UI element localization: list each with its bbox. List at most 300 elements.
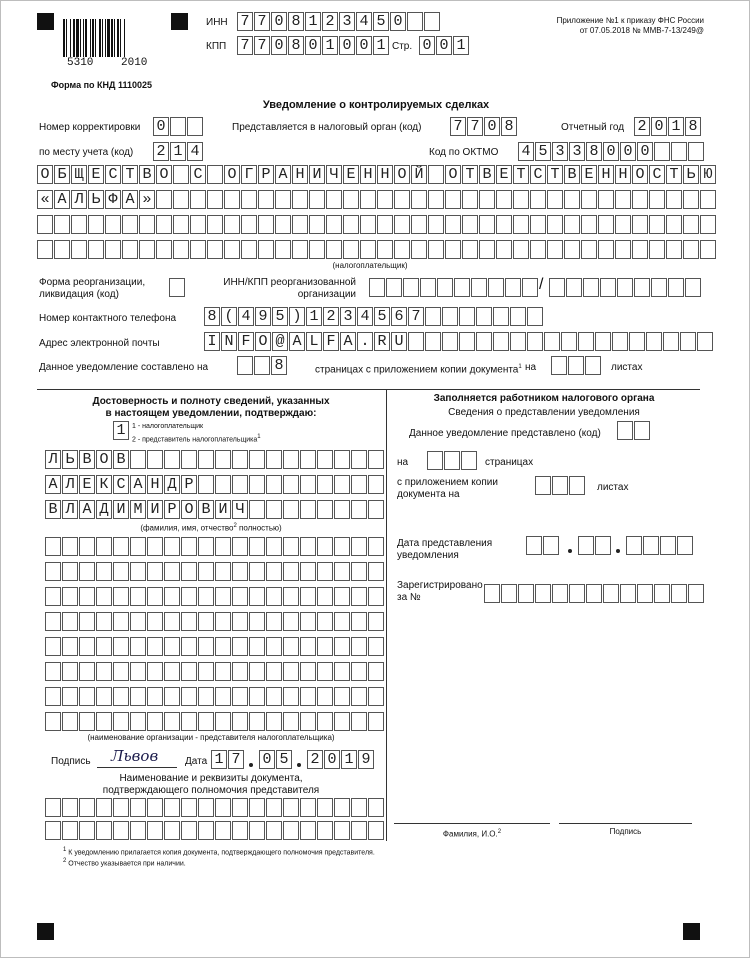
char-cell [45, 587, 61, 606]
char-cell [164, 687, 180, 706]
char-cell [79, 537, 95, 556]
registration-marker [171, 13, 188, 30]
char-cell [147, 687, 163, 706]
barcode-bar [105, 19, 106, 57]
char-cell [45, 537, 61, 556]
char-cell [232, 662, 248, 681]
char-cell [505, 278, 521, 297]
char-cell: 5 [535, 142, 551, 161]
char-cell: О [394, 165, 410, 184]
char-cell [181, 562, 197, 581]
char-cell [697, 332, 713, 351]
rep-org-line-4[interactable] [45, 612, 385, 631]
char-cell [292, 240, 308, 259]
char-cell [334, 500, 350, 519]
org-name-line-2[interactable] [37, 190, 717, 209]
char-cell: 7 [237, 12, 253, 31]
char-cell [326, 190, 342, 209]
rep-org-line-8[interactable] [45, 712, 385, 731]
rep-org-line-6[interactable] [45, 662, 385, 681]
char-cell [232, 587, 248, 606]
char-cell [317, 712, 333, 731]
char-cell [668, 278, 684, 297]
char-cell: 5 [373, 12, 389, 31]
char-cell: A [289, 332, 305, 351]
correction-field[interactable] [153, 117, 204, 136]
char-cell: Т [666, 165, 682, 184]
char-cell [615, 240, 631, 259]
char-cell [544, 332, 560, 351]
char-cell [530, 190, 546, 209]
char-cell: 1 [305, 12, 321, 31]
char-cell [552, 476, 568, 495]
char-cell: 0 [153, 117, 169, 136]
char-cell [317, 637, 333, 656]
char-cell [283, 500, 299, 519]
char-cell [334, 587, 350, 606]
char-cell [130, 637, 146, 656]
char-cell: И [147, 500, 163, 519]
char-cell: R [374, 332, 390, 351]
phone-field[interactable] [204, 307, 544, 326]
date-day-field[interactable] [211, 750, 245, 769]
kpp-label: КПП [206, 41, 227, 52]
office-date-month-field[interactable] [578, 536, 612, 555]
char-cell [283, 450, 299, 469]
char-cell: Н [292, 165, 308, 184]
char-cell [96, 662, 112, 681]
char-cell: 1 [170, 142, 186, 161]
footnote-1-mark: 1 [63, 847, 67, 853]
reorg-kpp-field[interactable] [549, 278, 702, 297]
rep-org-line-5[interactable] [45, 637, 385, 656]
char-cell [215, 450, 231, 469]
char-cell [88, 215, 104, 234]
barcode-bar [120, 19, 121, 57]
char-cell [351, 475, 367, 494]
appendix-line-2: от 07.05.2018 № ММВ-7-13/249@ [579, 26, 704, 35]
char-cell [649, 215, 665, 234]
char-cell [283, 821, 299, 840]
char-cell [660, 536, 676, 555]
doc-line-1[interactable] [45, 798, 385, 817]
char-cell: Л [71, 190, 87, 209]
barcode-bar [73, 19, 75, 57]
fio-caption-tail: полностью) [236, 523, 282, 533]
char-cell: А [275, 165, 291, 184]
char-cell [173, 215, 189, 234]
char-cell [156, 190, 172, 209]
tax-office-field[interactable] [450, 117, 518, 136]
char-cell [258, 240, 274, 259]
char-cell [663, 332, 679, 351]
char-cell: F [323, 332, 339, 351]
char-cell [96, 687, 112, 706]
registration-marker [683, 923, 700, 940]
char-cell [351, 798, 367, 817]
char-cell [317, 587, 333, 606]
char-cell: 4 [518, 142, 534, 161]
page-number-field[interactable] [419, 36, 470, 55]
char-cell [334, 450, 350, 469]
char-cell [351, 562, 367, 581]
char-cell [62, 537, 78, 556]
char-cell [96, 612, 112, 631]
char-cell: 2 [307, 750, 323, 769]
barcode-bar [66, 19, 67, 57]
char-cell [241, 240, 257, 259]
char-cell: 2 [322, 12, 338, 31]
surname-field[interactable] [45, 450, 385, 469]
char-cell [411, 190, 427, 209]
char-cell [181, 637, 197, 656]
date-month-field[interactable] [259, 750, 293, 769]
char-cell [561, 332, 577, 351]
char-cell [147, 612, 163, 631]
char-cell [700, 240, 716, 259]
char-cell [581, 215, 597, 234]
char-cell [462, 215, 478, 234]
rep-org-line-2[interactable] [45, 562, 385, 581]
char-cell [207, 190, 223, 209]
char-cell [198, 587, 214, 606]
char-cell [283, 475, 299, 494]
char-cell [513, 190, 529, 209]
office-info-label: Сведения о представлении уведомления [448, 407, 640, 418]
char-cell [368, 798, 384, 817]
char-cell [493, 307, 509, 326]
char-cell: 0 [620, 142, 636, 161]
char-cell [130, 798, 146, 817]
org-name-line-4[interactable] [37, 240, 717, 259]
date-separator [297, 763, 301, 767]
char-cell [317, 821, 333, 840]
char-cell [326, 240, 342, 259]
char-cell: Н [147, 475, 163, 494]
char-cell [164, 821, 180, 840]
char-cell [181, 587, 197, 606]
date-year-field[interactable] [307, 750, 375, 769]
char-cell [232, 798, 248, 817]
char-cell [368, 712, 384, 731]
char-cell: « [37, 190, 53, 209]
char-cell: А [122, 190, 138, 209]
char-cell: 4 [357, 307, 373, 326]
char-cell [198, 537, 214, 556]
char-cell [394, 240, 410, 259]
sheets-label: листах [611, 362, 643, 373]
year-field[interactable] [634, 117, 702, 136]
char-cell [232, 612, 248, 631]
char-cell [113, 662, 129, 681]
rep-org-line-3[interactable] [45, 587, 385, 606]
doc-line-2[interactable] [45, 821, 385, 840]
footnote-1-ref: 1 [257, 434, 261, 440]
char-cell [552, 584, 568, 603]
char-cell [232, 562, 248, 581]
char-cell [113, 637, 129, 656]
char-cell [266, 500, 282, 519]
office-pages-field[interactable] [427, 451, 478, 470]
char-cell [535, 476, 551, 495]
reorg-inn-field[interactable] [369, 278, 539, 297]
office-sheets-field[interactable] [535, 476, 586, 495]
char-cell: Н [598, 165, 614, 184]
char-cell [45, 798, 61, 817]
char-cell [62, 821, 78, 840]
char-cell: Р [181, 475, 197, 494]
char-cell [360, 215, 376, 234]
char-cell [445, 215, 461, 234]
char-cell: 7 [254, 12, 270, 31]
char-cell: 0 [436, 36, 452, 55]
char-cell: И [309, 165, 325, 184]
place-field[interactable] [153, 142, 204, 161]
char-cell [181, 798, 197, 817]
char-cell [266, 687, 282, 706]
char-cell [147, 798, 163, 817]
char-cell [62, 712, 78, 731]
char-cell [249, 687, 265, 706]
char-cell [300, 637, 316, 656]
char-cell [527, 307, 543, 326]
char-cell: В [564, 165, 580, 184]
signer-type-field[interactable] [113, 421, 130, 440]
char-cell: N [221, 332, 237, 351]
reorg-inn-label-line-2: организации [297, 289, 356, 300]
char-cell [249, 562, 265, 581]
office-date-day-field[interactable] [526, 536, 560, 555]
footnote-2 [63, 857, 186, 868]
char-cell [71, 240, 87, 259]
char-cell [215, 662, 231, 681]
char-cell [334, 798, 350, 817]
footnote-1-text: К уведомлению прилагается копия документа, подтверждающего полномочия представителя. [68, 849, 375, 857]
char-cell [96, 587, 112, 606]
registered-label-line-1: Зарегистрировано [397, 580, 483, 591]
char-cell [79, 587, 95, 606]
barcode-bar [95, 19, 96, 57]
char-cell: О [181, 500, 197, 519]
char-cell [215, 562, 231, 581]
char-cell [700, 190, 716, 209]
char-cell [496, 215, 512, 234]
char-cell: 1 [373, 36, 389, 55]
char-cell [258, 215, 274, 234]
char-cell [530, 240, 546, 259]
char-cell [198, 662, 214, 681]
char-cell [275, 190, 291, 209]
char-cell [156, 215, 172, 234]
reorg-label-line-1: Форма реорганизации, [39, 277, 146, 288]
char-cell [147, 450, 163, 469]
char-cell [241, 215, 257, 234]
barcode-bar [99, 19, 101, 57]
char-cell [586, 584, 602, 603]
char-cell [173, 190, 189, 209]
char-cell: 1 [453, 36, 469, 55]
char-cell [292, 215, 308, 234]
char-cell: 0 [324, 750, 340, 769]
char-cell: 0 [259, 750, 275, 769]
office-date-year-field[interactable] [626, 536, 694, 555]
patronymic-field[interactable] [45, 500, 385, 519]
char-cell: 3 [552, 142, 568, 161]
char-cell [88, 240, 104, 259]
char-cell: 6 [391, 307, 407, 326]
char-cell [632, 240, 648, 259]
char-cell: Ф [105, 190, 121, 209]
char-cell: 5 [374, 307, 390, 326]
char-cell: Ч [326, 165, 342, 184]
char-cell: Г [241, 165, 257, 184]
date-separator [568, 549, 572, 553]
char-cell [351, 637, 367, 656]
char-cell [45, 637, 61, 656]
char-cell [283, 587, 299, 606]
char-cell [283, 637, 299, 656]
barcode-bar [85, 19, 87, 57]
char-cell [654, 142, 670, 161]
char-cell: 7 [408, 307, 424, 326]
office-on-label: на [397, 457, 409, 468]
char-cell: Ь [683, 165, 699, 184]
char-cell [249, 450, 265, 469]
office-copy-label-line-2: документа на [397, 489, 460, 500]
char-cell [479, 190, 495, 209]
presented-code-field[interactable] [617, 421, 651, 440]
pages-label: Данное уведомление составлено на [39, 362, 209, 373]
barcode-bar [76, 19, 79, 57]
email-field[interactable] [204, 332, 714, 351]
barcode-bar [111, 19, 113, 57]
char-cell [300, 798, 316, 817]
char-cell: 0 [339, 36, 355, 55]
first-name-field[interactable] [45, 475, 385, 494]
footnote-2-ref: 2 [497, 829, 502, 835]
char-cell [113, 537, 129, 556]
char-cell: М [130, 500, 146, 519]
barcode-left-digits: 5310 [67, 57, 94, 69]
char-cell [425, 332, 441, 351]
char-cell [368, 500, 384, 519]
char-cell [45, 712, 61, 731]
char-cell [62, 687, 78, 706]
char-cell [130, 587, 146, 606]
signer-option-2 [132, 433, 261, 444]
char-cell [317, 612, 333, 631]
char-cell: Р [164, 500, 180, 519]
char-cell: 0 [356, 36, 372, 55]
sheets-count-field[interactable] [551, 356, 602, 375]
char-cell [549, 278, 565, 297]
char-cell [79, 687, 95, 706]
char-cell: @ [272, 332, 288, 351]
reorg-code-field[interactable] [169, 278, 186, 297]
char-cell [275, 215, 291, 234]
char-cell [420, 278, 436, 297]
char-cell [377, 190, 393, 209]
char-cell [425, 307, 441, 326]
char-cell [300, 475, 316, 494]
char-cell [173, 165, 189, 184]
char-cell [113, 821, 129, 840]
fio-caption [37, 521, 385, 534]
char-cell: 8 [501, 117, 517, 136]
char-cell [427, 451, 443, 470]
rep-org-line-7[interactable] [45, 687, 385, 706]
char-cell [45, 562, 61, 581]
char-cell [569, 584, 585, 603]
signature: Львов [111, 747, 159, 765]
org-name-line-3[interactable] [37, 215, 717, 234]
date-separator [249, 763, 253, 767]
inn-field[interactable] [237, 12, 441, 31]
char-cell [600, 278, 616, 297]
char-cell [300, 612, 316, 631]
char-cell [444, 451, 460, 470]
oktmo-field[interactable] [518, 142, 705, 161]
char-cell [654, 584, 670, 603]
char-cell: 2 [323, 307, 339, 326]
officer-name-caption-text: Фамилия, И.О. [442, 829, 498, 839]
rep-org-line-1[interactable] [45, 537, 385, 556]
char-cell [266, 637, 282, 656]
office-pages-label: страницах [485, 457, 534, 468]
char-cell [637, 584, 653, 603]
char-cell [407, 12, 423, 31]
char-cell [130, 562, 146, 581]
appendix-line-1: Приложение №1 к приказу ФНС России [556, 16, 704, 25]
char-cell [526, 536, 542, 555]
barcode-bar [107, 19, 110, 57]
char-cell [476, 332, 492, 351]
char-cell [568, 356, 584, 375]
char-cell [224, 240, 240, 259]
presented-code-label: Данное уведомление представлено (код) [409, 428, 601, 439]
char-cell [113, 562, 129, 581]
reorg-label-line-2: ликвидация (код) [39, 289, 119, 300]
char-cell [547, 240, 563, 259]
char-cell: К [96, 475, 112, 494]
char-cell [62, 587, 78, 606]
char-cell [275, 240, 291, 259]
char-cell [249, 537, 265, 556]
barcode [63, 13, 163, 57]
char-cell [130, 450, 146, 469]
char-cell: L [306, 332, 322, 351]
char-cell: Е [496, 165, 512, 184]
char-cell [232, 712, 248, 731]
char-cell [626, 536, 642, 555]
char-cell [266, 612, 282, 631]
kpp-field[interactable] [237, 36, 390, 55]
place-label: по месту учета (код) [39, 147, 134, 158]
char-cell [564, 240, 580, 259]
char-cell [79, 712, 95, 731]
char-cell [394, 215, 410, 234]
pages-count-field[interactable] [237, 356, 288, 375]
char-cell [122, 240, 138, 259]
barcode-bar [92, 19, 94, 57]
char-cell [476, 307, 492, 326]
char-cell [300, 537, 316, 556]
char-cell [496, 240, 512, 259]
char-cell [37, 240, 53, 259]
char-cell [343, 215, 359, 234]
org-name-line-1[interactable] [37, 165, 717, 184]
registered-number-field[interactable] [484, 584, 705, 603]
